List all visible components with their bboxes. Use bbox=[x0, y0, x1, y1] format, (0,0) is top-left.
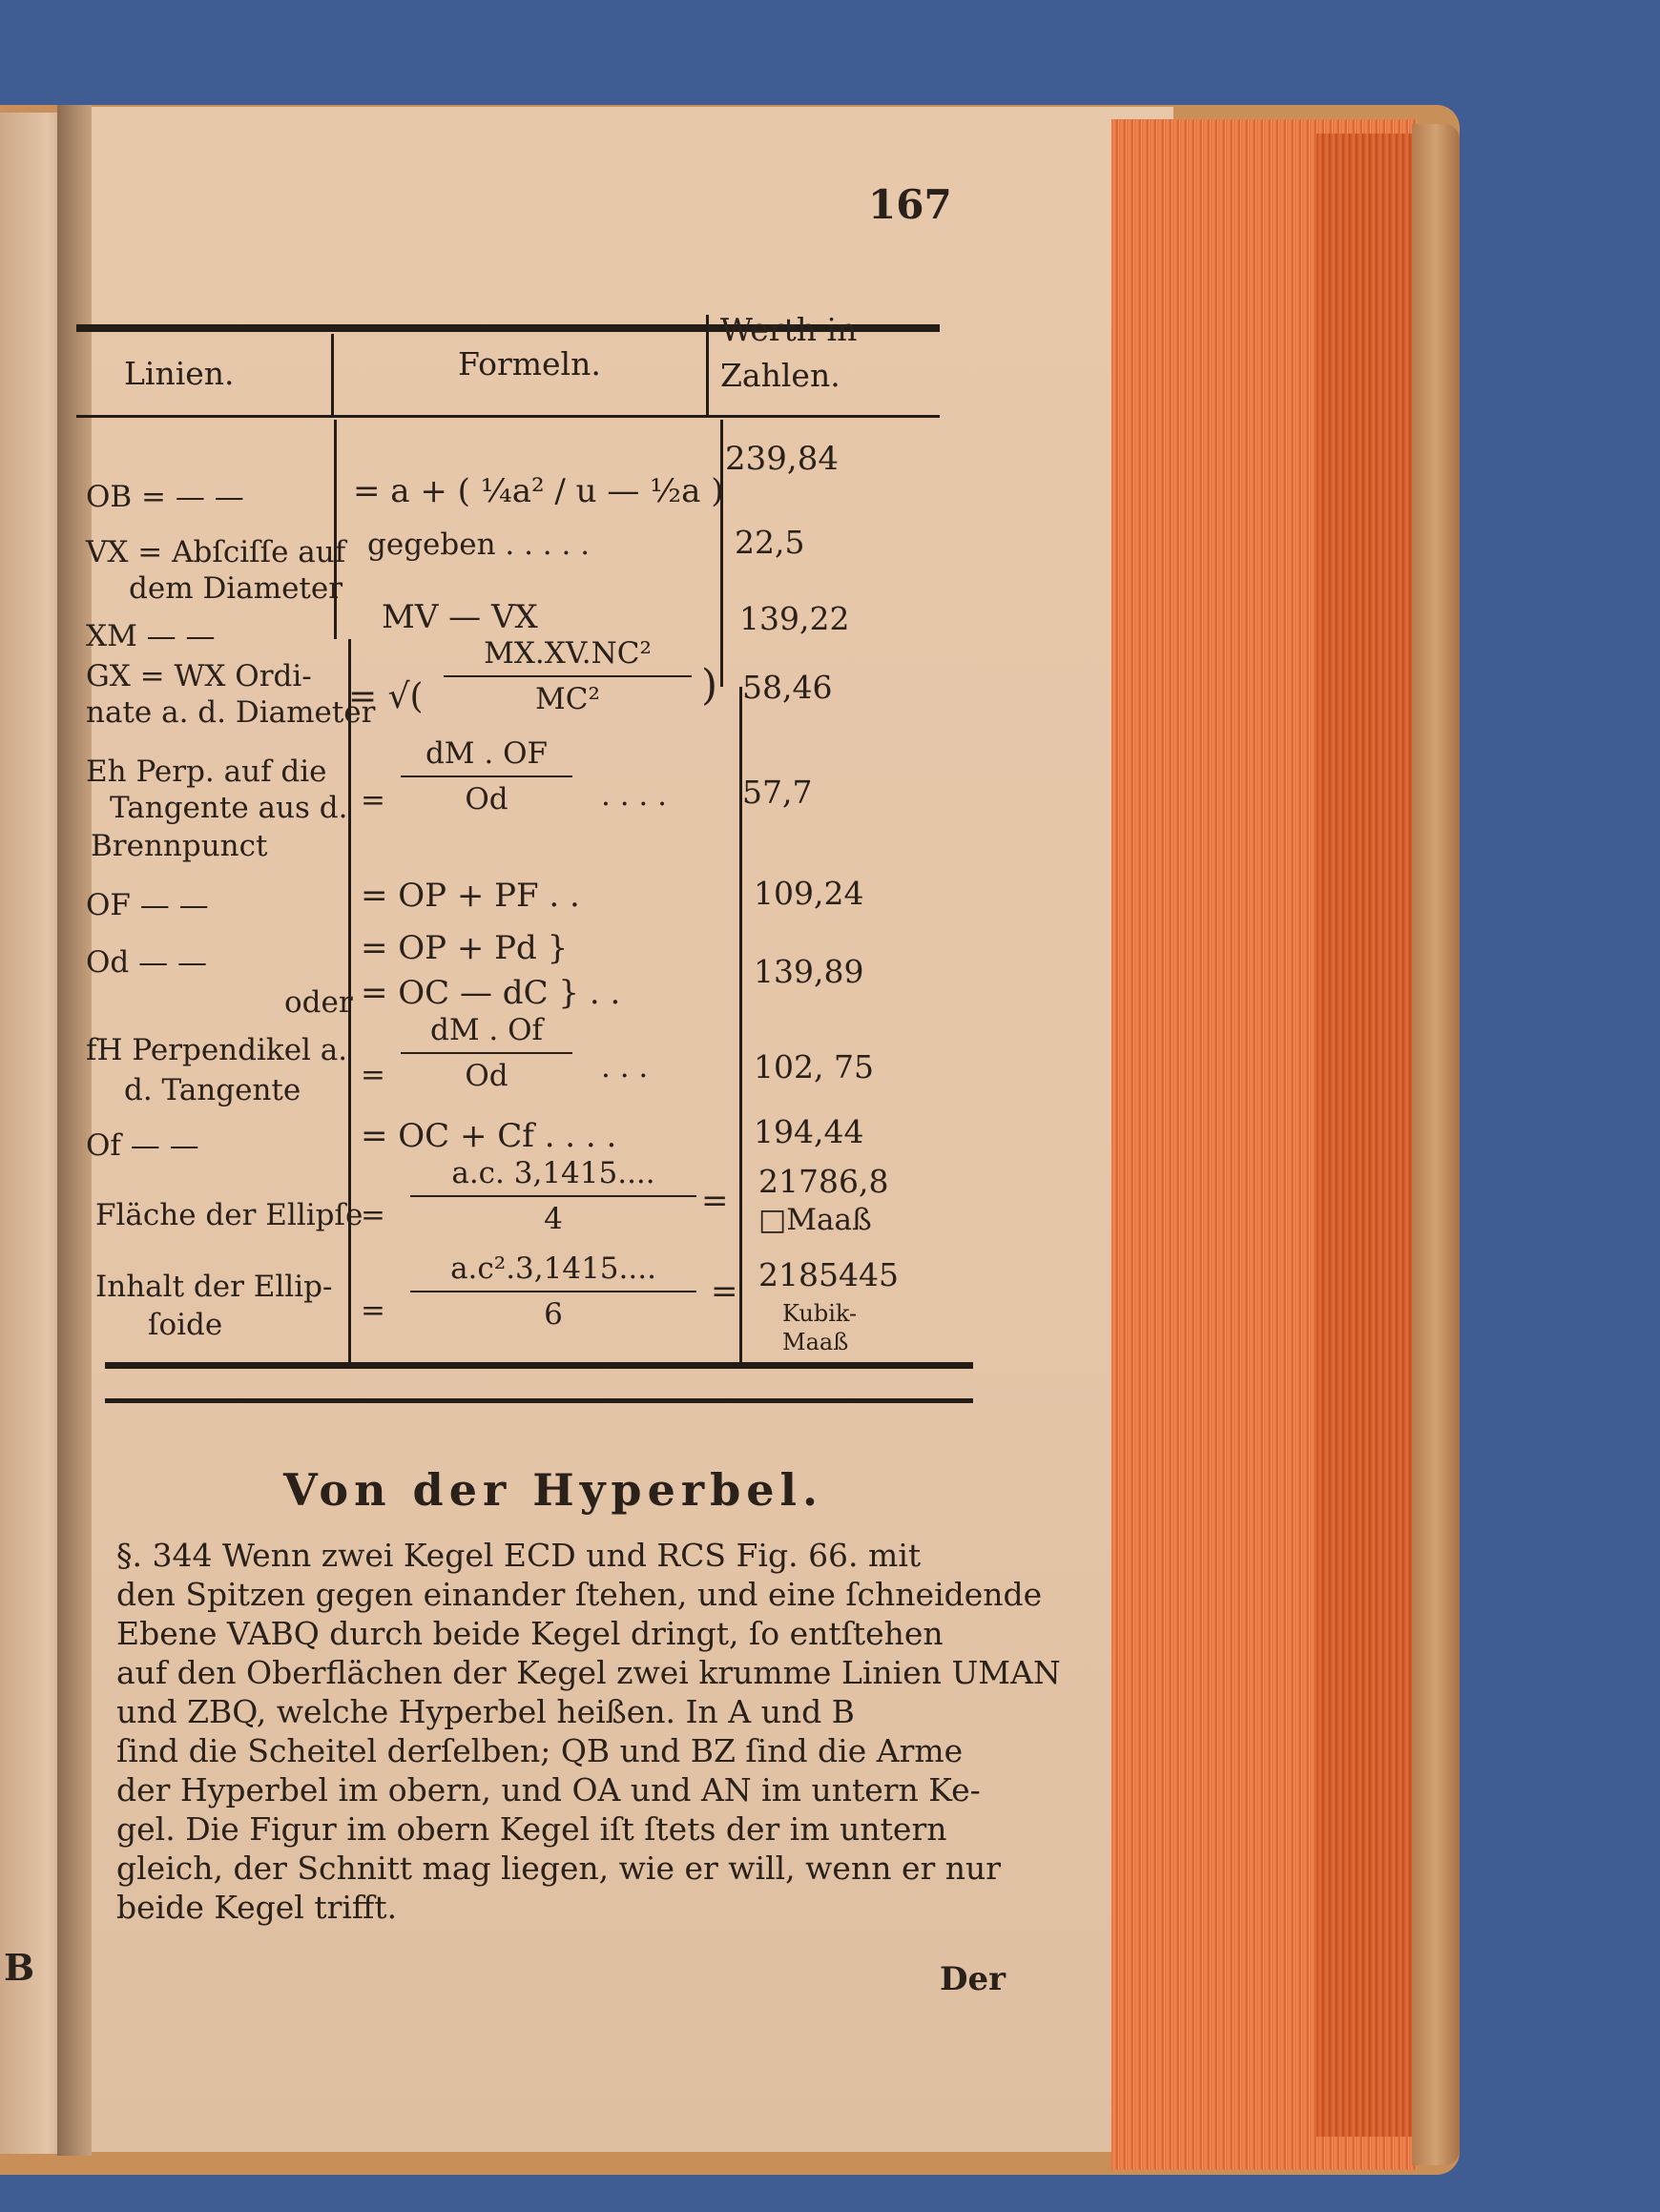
row-ob-value: 239,84 bbox=[725, 440, 839, 478]
row-inhalt-formula-suffix: = bbox=[711, 1272, 738, 1311]
row-od-value: 139,89 bbox=[754, 953, 864, 990]
row-gx-formula-prefix: = √( bbox=[348, 677, 424, 716]
row-eh-line2: Tangente aus d. bbox=[110, 791, 348, 825]
body-line: der Hyperbel im obern, und OA und AN im untern Ke- bbox=[116, 1771, 981, 1809]
row-fh-line: fH Perpendikel a. bbox=[86, 1033, 348, 1067]
row-inhalt-denominator: 6 bbox=[544, 1297, 563, 1332]
row-gx-line2: nate a. d. Diameter bbox=[86, 695, 376, 730]
row-xm-formula: MV — VX bbox=[382, 598, 538, 636]
row-eh-line: Eh Perp. auf die bbox=[86, 755, 327, 789]
header-lines: Linien. bbox=[124, 355, 235, 392]
book-fore-edge-cover bbox=[1412, 124, 1460, 2165]
row-flaeche-formula-suffix: = bbox=[701, 1182, 729, 1220]
row-flaeche-fraction bbox=[410, 1154, 696, 1238]
row-ob-line: OB = — — bbox=[86, 480, 244, 514]
fraction-bar bbox=[444, 675, 692, 677]
row-inhalt-unit-line2: Maaß bbox=[782, 1329, 849, 1355]
body-line: den Spitzen gegen einander ſtehen, und eine ſchneidende bbox=[116, 1576, 1043, 1613]
body-line: gleich, der Schnitt mag liegen, wie er will, wenn er nur bbox=[116, 1850, 1002, 1887]
header-value-line2: Zahlen. bbox=[720, 357, 840, 394]
catchword: Der bbox=[940, 1960, 1006, 1998]
row-oder-line: oder bbox=[284, 985, 353, 1020]
row-gx-fraction bbox=[444, 634, 692, 718]
body-line: auf den Oberflächen der Kegel zwei krumme Linien UMAN bbox=[116, 1654, 1061, 1691]
row-of-value: 109,24 bbox=[754, 875, 864, 912]
row-od-line: Od — — bbox=[86, 945, 207, 980]
row-eh-line3: Brennpunct bbox=[91, 829, 268, 863]
row-eh-denominator: Od bbox=[465, 782, 508, 817]
row-of-lower-formula: = OC + Cf . . . . bbox=[361, 1117, 617, 1155]
row-fh-formula-suffix: . . . bbox=[601, 1050, 649, 1085]
row-flaeche-unit: □Maaß bbox=[758, 1203, 872, 1237]
column-divider bbox=[706, 315, 709, 415]
row-flaeche-line: Fläche der Ellipſe bbox=[95, 1198, 363, 1232]
row-inhalt-unit-line1: Kubik- bbox=[782, 1300, 858, 1327]
body-line: gel. Die Figur im obern Kegel iſt ſtets der im untern bbox=[116, 1810, 947, 1848]
row-inhalt-line: Inhalt der Ellip- bbox=[95, 1270, 333, 1304]
row-of-line: OF — — bbox=[86, 888, 209, 922]
header-formulas: Formeln. bbox=[458, 345, 601, 382]
header-value bbox=[720, 307, 911, 399]
row-fh-denominator: Od bbox=[465, 1059, 508, 1093]
row-flaeche-value: 21786,8 bbox=[758, 1163, 889, 1200]
row-vx-value: 22,5 bbox=[735, 524, 805, 561]
row-vx-line: VX = Abſciſſe auf bbox=[86, 535, 346, 569]
row-eh-value: 57,7 bbox=[742, 774, 813, 811]
page-number: 167 bbox=[868, 181, 952, 228]
row-eh-formula-suffix: . . . . bbox=[601, 778, 667, 813]
table-bottom-rule bbox=[105, 1362, 973, 1369]
row-oder-formula: = OC — dC } . . bbox=[361, 974, 621, 1012]
fraction-bar bbox=[410, 1291, 696, 1292]
fraction-bar bbox=[401, 775, 572, 777]
row-xm-line: XM — — bbox=[86, 619, 216, 653]
left-page-fragment: B bbox=[4, 1946, 35, 1989]
row-inhalt-formula-prefix: = bbox=[361, 1293, 385, 1328]
row-of-lower-value: 194,44 bbox=[754, 1113, 864, 1150]
body-line: ſind die Scheitel derſelben; QB und BZ ſind die Arme bbox=[116, 1732, 964, 1769]
row-fh-formula-prefix: = bbox=[361, 1058, 385, 1092]
row-eh-fraction bbox=[401, 734, 572, 818]
body-line: §. 344 Wenn zwei Kegel ECD und RCS Fig. 66. mit bbox=[116, 1537, 922, 1574]
table-bottom-rule-second bbox=[105, 1398, 973, 1403]
body-line: Ebene VABQ durch beide Kegel dringt, ſo entſtehen bbox=[116, 1615, 944, 1652]
row-fh-value: 102, 75 bbox=[754, 1048, 874, 1085]
row-flaeche-numerator: a.c. 3,1415.... bbox=[451, 1156, 655, 1190]
row-fh-fraction bbox=[401, 1011, 572, 1095]
header-value-line1: Werth in bbox=[720, 311, 858, 348]
page-edges-inner bbox=[1317, 134, 1421, 2137]
row-flaeche-denominator: 4 bbox=[544, 1202, 563, 1236]
row-gx-formula-suffix: ) bbox=[701, 661, 718, 710]
row-inhalt-value: 2185445 bbox=[758, 1256, 899, 1293]
row-fh-numerator: dM . Of bbox=[429, 1013, 544, 1047]
body-line: beide Kegel trifft. bbox=[116, 1889, 398, 1926]
row-vx-line2: dem Diameter bbox=[129, 571, 343, 606]
row-gx-numerator: MX.XV.NC² bbox=[484, 636, 652, 671]
section-heading: Von der Hyperbel. bbox=[282, 1464, 824, 1516]
row-eh-numerator: dM . OF bbox=[425, 736, 549, 771]
column-divider bbox=[720, 420, 723, 687]
fraction-bar bbox=[401, 1052, 572, 1054]
row-gx-value: 58,46 bbox=[742, 669, 833, 706]
body-paragraph bbox=[116, 1536, 1061, 1927]
row-fh-line2: d. Tangente bbox=[124, 1073, 301, 1107]
row-eh-formula-prefix: = bbox=[361, 783, 385, 817]
row-inhalt-fraction bbox=[410, 1250, 696, 1333]
row-flaeche-formula-prefix: = bbox=[361, 1198, 385, 1232]
table-header-rule bbox=[76, 415, 940, 418]
row-vx-formula: gegeben . . . . . bbox=[367, 527, 591, 562]
row-of-formula: = OP + PF . . bbox=[361, 877, 580, 915]
row-od-formula: = OP + Pd } bbox=[361, 929, 569, 967]
row-ob-formula: = a + ( ¼a² / u — ½a ) bbox=[353, 472, 724, 510]
row-inhalt-line2: ſoide bbox=[148, 1308, 223, 1342]
row-xm-value: 139,22 bbox=[739, 600, 850, 637]
fraction-bar bbox=[410, 1195, 696, 1197]
row-gx-denominator: MC² bbox=[535, 682, 600, 716]
row-of-lower-line: Of — — bbox=[86, 1128, 199, 1163]
body-line: und ZBQ, welche Hyperbel heißen. In A und B bbox=[116, 1693, 855, 1730]
column-divider bbox=[331, 334, 334, 415]
row-inhalt-numerator: a.c².3,1415.... bbox=[450, 1251, 656, 1286]
row-gx-line: GX = WX Ordi- bbox=[86, 659, 312, 693]
